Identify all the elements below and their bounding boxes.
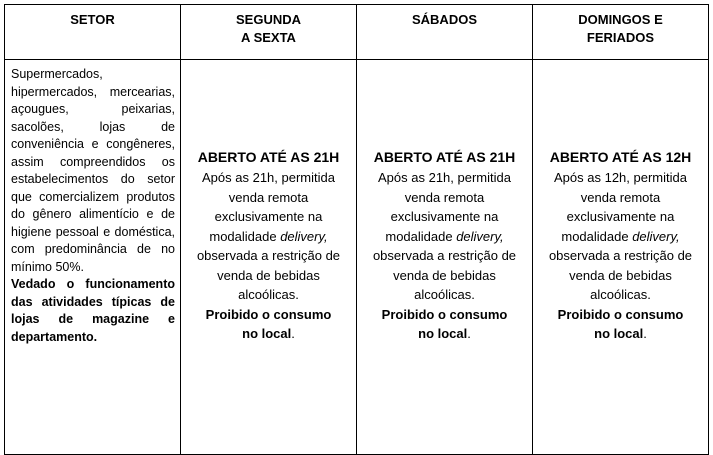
header-setor-label: SETOR: [70, 12, 115, 27]
modalidade-text: modalidade: [385, 228, 457, 244]
table-row: [5, 60, 709, 455]
rule-line: Após as 21h, permitida: [378, 170, 511, 185]
rule-line: exclusivamente na: [566, 209, 675, 224]
rule-line-modalidade: [536, 227, 705, 247]
no-local-text: no local: [242, 326, 292, 341]
rule-line: venda de bebidas: [569, 267, 672, 283]
header-sabados-label: SÁBADOS: [411, 12, 477, 27]
rule-line: Após as 12h, permitida: [554, 170, 687, 185]
rule-line-modalidade: [360, 227, 529, 247]
rule-line: observada a restrição de: [372, 248, 517, 263]
schedule-table: [4, 4, 709, 455]
rule-line: observada a restrição de: [196, 248, 341, 263]
setor-vedado-note: Vedado o funcionamento das atividades típicas de lojas de magazine e departamento.: [11, 277, 175, 344]
delivery-text: delivery,: [456, 228, 504, 244]
opening-hours-headline: ABERTO ATÉ AS 12H: [549, 149, 692, 165]
delivery-text: delivery,: [632, 228, 680, 244]
header-row: [5, 5, 709, 60]
no-local-text: no local: [594, 326, 644, 341]
rule-line: exclusivamente na: [214, 209, 323, 224]
opening-hours-headline: ABERTO ATÉ AS 21H: [373, 149, 516, 165]
sabados-cell: [357, 60, 533, 455]
rule-line: venda de bebidas: [393, 267, 496, 283]
rule-line: alcoólicas.: [590, 287, 651, 302]
setor-description: Supermercados, hipermercados, mercearias, açougues, peixarias, sacolões, lojas de conveniência e congêneres, assim compreendidos os estabelecimentos do setor que comercializem produtos do gênero alimentício e de higiene pessoal e doméstica, com predominância de no mínimo 50%.: [11, 67, 175, 274]
delivery-text: delivery,: [280, 228, 328, 244]
opening-hours-headline: ABERTO ATÉ AS 21H: [197, 149, 340, 165]
no-local-text: no local: [418, 326, 468, 341]
segunda-a-sexta-cell: [181, 60, 357, 455]
header-segunda-line2: A SEXTA: [241, 30, 296, 45]
rule-line: alcoólicas.: [238, 287, 299, 302]
rule-line: observada a restrição de: [548, 248, 693, 263]
prohibition-line: Proibido o consumo: [205, 306, 332, 322]
domingos-feriados-cell: [533, 60, 709, 455]
prohibition-line-end: [184, 324, 353, 344]
header-domingos-line2: FERIADOS: [586, 30, 655, 45]
header-domingos-feriados: [533, 5, 709, 60]
prohibition-line: Proibido o consumo: [557, 306, 684, 322]
modalidade-text: modalidade: [561, 228, 633, 244]
rule-line: alcoólicas.: [414, 287, 475, 302]
header-segunda-a-sexta: [181, 5, 357, 60]
rule-line-modalidade: [184, 227, 353, 247]
prohibition-line-end: [360, 324, 529, 344]
period-text: .: [291, 326, 295, 341]
rule-line: exclusivamente na: [390, 209, 499, 224]
rule-line: venda remota: [404, 189, 485, 205]
header-domingos-line1: DOMINGOS E: [578, 12, 663, 27]
rule-line: Após as 21h, permitida: [202, 170, 335, 185]
period-text: .: [643, 326, 647, 341]
setor-cell: [5, 60, 181, 455]
header-sabados: [357, 5, 533, 60]
rule-line: venda remota: [580, 189, 661, 205]
prohibition-line-end: [536, 324, 705, 344]
prohibition-line: Proibido o consumo: [381, 306, 508, 322]
rule-line: venda remota: [228, 189, 309, 205]
period-text: .: [467, 326, 471, 341]
header-setor: [5, 5, 181, 60]
rule-line: venda de bebidas: [217, 267, 320, 283]
header-segunda-line1: SEGUNDA: [235, 12, 301, 27]
modalidade-text: modalidade: [209, 228, 281, 244]
